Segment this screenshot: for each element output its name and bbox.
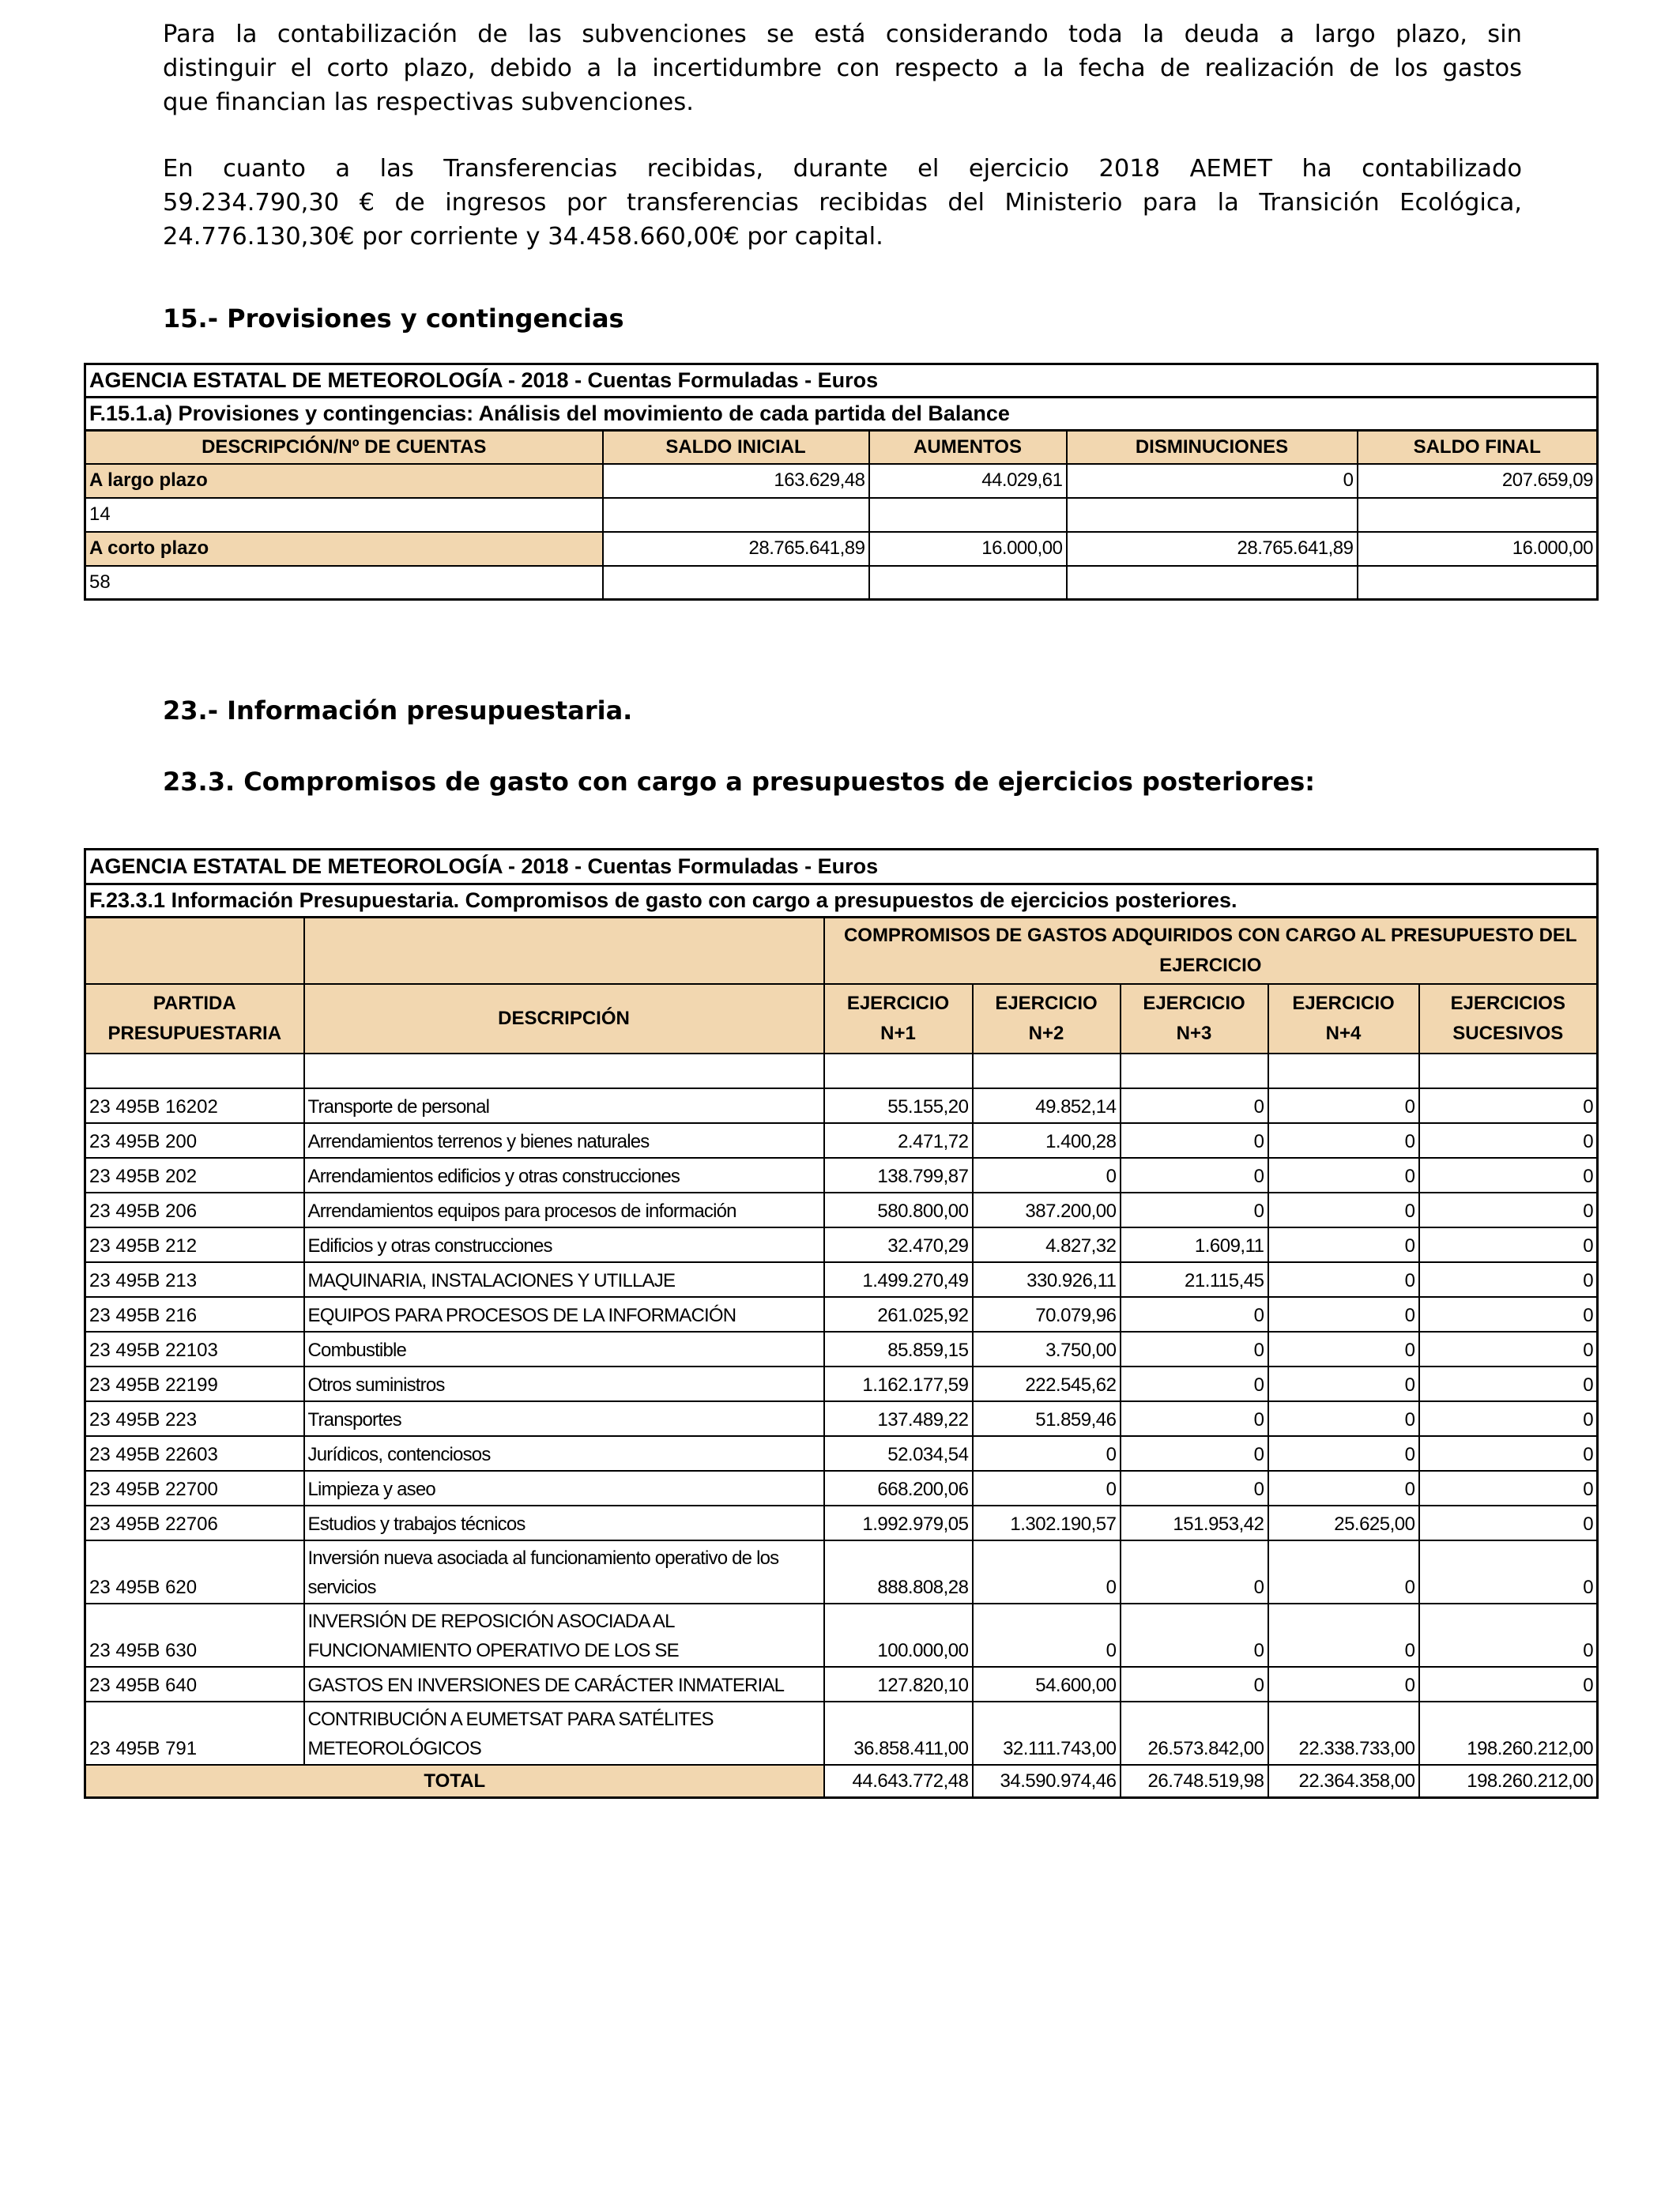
cell-value: 0 <box>1268 1332 1419 1367</box>
partida-cell: 23 495B 206 <box>85 1193 304 1227</box>
cell-value: 0 <box>1121 1088 1268 1123</box>
group-header-line: COMPROMISOS DE GASTOS ADQUIRIDOS CON CARGO AL PRESUPUESTO DEL <box>843 924 1577 946</box>
descripcion-cell <box>304 1471 824 1506</box>
descripcion-cell <box>304 1227 824 1262</box>
col-header-year <box>1419 984 1598 1054</box>
total-value: 26.748.519,98 <box>1121 1765 1268 1798</box>
table-row <box>85 1367 1598 1401</box>
table-row <box>85 1332 1598 1367</box>
cell-value: 85.859,15 <box>824 1332 973 1367</box>
descripcion-cell <box>304 1262 824 1297</box>
header-line: EJERCICIO <box>1143 992 1245 1014</box>
cell-value: 1.400,28 <box>973 1123 1121 1158</box>
empty-cell <box>1419 1054 1598 1088</box>
cell-value: 0 <box>1419 1436 1598 1471</box>
cell-value: 0 <box>1419 1367 1598 1401</box>
cell-value: 888.808,28 <box>824 1540 973 1604</box>
cell-value: 0 <box>1121 1193 1268 1227</box>
partida-cell: 23 495B 630 <box>85 1604 304 1667</box>
table-row <box>85 532 1598 566</box>
paragraph-subvenciones <box>163 17 1522 119</box>
cell-value: 668.200,06 <box>824 1471 973 1506</box>
paragraph-line: que financian las respectivas subvenciones. <box>163 89 694 116</box>
header-blank <box>85 918 304 984</box>
descripcion-cell <box>304 1702 824 1765</box>
cell-value: 0 <box>1419 1227 1598 1262</box>
col-header: SALDO INICIAL <box>603 431 869 464</box>
cell-value: 49.852,14 <box>973 1088 1121 1123</box>
cell-value: 1.609,11 <box>1121 1227 1268 1262</box>
cell-value: 52.034,54 <box>824 1436 973 1471</box>
empty-cell <box>1121 1054 1268 1088</box>
empty-cell <box>973 1054 1121 1088</box>
empty-cell <box>824 1054 973 1088</box>
partida-cell: 23 495B 16202 <box>85 1088 304 1123</box>
cell-value: 0 <box>1419 1158 1598 1193</box>
cell-value: 0 <box>1121 1540 1268 1604</box>
cell-value: 32.470,29 <box>824 1227 973 1262</box>
descripcion-line: METEOROLÓGICOS <box>307 1738 481 1760</box>
table-row <box>85 498 1598 532</box>
paragraph-line: 59.234.790,30 € de ingresos por transferencias recibidas del Ministerio para la Transición Ecológica, <box>163 189 1522 217</box>
total-value: 22.364.358,00 <box>1268 1765 1419 1798</box>
paragraph-line: Para la contabilización de las subvenciones se está considerando toda la deuda a largo plazo, sin <box>163 21 1522 48</box>
table-row <box>85 566 1598 600</box>
cell-value: 0 <box>1268 1088 1419 1123</box>
cell-value: 21.115,45 <box>1121 1262 1268 1297</box>
col-header: DISMINUCIONES <box>1067 431 1358 464</box>
cell-value <box>603 566 869 600</box>
compromisos-table <box>84 848 1599 1799</box>
descripcion-line: EQUIPOS PARA PROCESOS DE LA INFORMACIÓN <box>307 1305 736 1327</box>
compromisos-body <box>85 1088 1598 1765</box>
cell-value: 0 <box>1121 1471 1268 1506</box>
descripcion-line: Inversión nueva asociada al funcionamiento operativo de los <box>307 1547 779 1570</box>
cell-value <box>869 566 1067 600</box>
cell-value: 36.858.411,00 <box>824 1702 973 1765</box>
cell-value <box>1358 498 1598 532</box>
header-blank <box>304 918 824 984</box>
table-row <box>85 1123 1598 1158</box>
cell-value: 207.659,09 <box>1358 464 1598 498</box>
partida-cell: 23 495B 22199 <box>85 1367 304 1401</box>
cell-value: 0 <box>1419 1506 1598 1540</box>
cell-value: 1.162.177,59 <box>824 1367 973 1401</box>
descripcion-line: Otros suministros <box>307 1374 445 1397</box>
row-label: 14 <box>85 498 603 532</box>
cell-value: 127.820,10 <box>824 1667 973 1702</box>
descripcion-line: CONTRIBUCIÓN A EUMETSAT PARA SATÉLITES <box>307 1709 714 1731</box>
cell-value: 0 <box>1121 1436 1268 1471</box>
cell-value: 0 <box>1121 1367 1268 1401</box>
cell-value: 0 <box>1121 1667 1268 1702</box>
table-row <box>85 1401 1598 1436</box>
cell-value: 4.827,32 <box>973 1227 1121 1262</box>
total-value: 44.643.772,48 <box>824 1765 973 1798</box>
descripcion-cell <box>304 1158 824 1193</box>
descripcion-cell <box>304 1088 824 1123</box>
descripcion-cell <box>304 1506 824 1540</box>
table-row <box>85 1702 1598 1765</box>
table-title: AGENCIA ESTATAL DE METEOROLOGÍA - 2018 - Cuentas Formuladas - Euros <box>85 364 1598 398</box>
cell-value: 0 <box>1268 1667 1419 1702</box>
col-header: SALDO FINAL <box>1358 431 1598 464</box>
table-row <box>85 1506 1598 1540</box>
header-line: EJERCICIO <box>995 992 1098 1014</box>
descripcion-cell <box>304 1401 824 1436</box>
cell-value: 0 <box>973 1471 1121 1506</box>
descripcion-cell <box>304 1540 824 1604</box>
table-row <box>85 1471 1598 1506</box>
cell-value <box>1067 498 1358 532</box>
cell-value: 1.992.979,05 <box>824 1506 973 1540</box>
cell-value: 0 <box>1419 1604 1598 1667</box>
cell-value: 0 <box>1268 1540 1419 1604</box>
header-line: EJERCICIO <box>846 992 950 1014</box>
cell-value: 0 <box>1419 1123 1598 1158</box>
col-header-partida <box>85 984 304 1054</box>
table-row <box>85 1667 1598 1702</box>
header-line: N+3 <box>1176 1022 1212 1044</box>
col-header-descripcion: DESCRIPCIÓN <box>304 984 824 1054</box>
descripcion-line: Combustible <box>307 1340 407 1362</box>
cell-value: 0 <box>973 1158 1121 1193</box>
descripcion-line: Arrendamientos terrenos y bienes naturales <box>307 1131 650 1153</box>
paragraph-line: 24.776.130,30€ por corriente y 34.458.660,00€ por capital. <box>163 223 883 251</box>
spacer-row <box>85 1054 1598 1088</box>
partida-cell: 23 495B 620 <box>85 1540 304 1604</box>
table-row <box>85 1158 1598 1193</box>
header-line: SUCESIVOS <box>1452 1022 1564 1044</box>
col-header: DESCRIPCIÓN/Nº DE CUENTAS <box>85 431 603 464</box>
descripcion-line: Jurídicos, contenciosos <box>307 1444 491 1466</box>
cell-value: 28.765.641,89 <box>603 532 869 566</box>
partida-cell: 23 495B 22706 <box>85 1506 304 1540</box>
cell-value: 0 <box>1067 464 1358 498</box>
col-header-year <box>1268 984 1419 1054</box>
col-header-year <box>824 984 973 1054</box>
descripcion-cell <box>304 1436 824 1471</box>
table-row <box>85 1604 1598 1667</box>
row-label: A largo plazo <box>85 464 603 498</box>
cell-value: 2.471,72 <box>824 1123 973 1158</box>
cell-value: 151.953,42 <box>1121 1506 1268 1540</box>
cell-value: 0 <box>1121 1332 1268 1367</box>
provisiones-table <box>84 363 1599 601</box>
total-row <box>85 1765 1598 1798</box>
cell-value: 0 <box>1121 1158 1268 1193</box>
header-line: EJERCICIO <box>1292 992 1395 1014</box>
section-23-3-heading: 23.3. Compromisos de gasto con cargo a presupuestos de ejercicios posteriores: <box>163 767 1316 797</box>
cell-value: 580.800,00 <box>824 1193 973 1227</box>
cell-value: 25.625,00 <box>1268 1506 1419 1540</box>
col-header-year <box>973 984 1121 1054</box>
cell-value: 28.765.641,89 <box>1067 532 1358 566</box>
cell-value: 0 <box>1268 1123 1419 1158</box>
cell-value: 163.629,48 <box>603 464 869 498</box>
cell-value: 0 <box>1121 1604 1268 1667</box>
cell-value: 0 <box>1268 1297 1419 1332</box>
cell-value: 1.499.270,49 <box>824 1262 973 1297</box>
group-header <box>824 918 1598 984</box>
cell-value: 330.926,11 <box>973 1262 1121 1297</box>
table-row <box>85 1540 1598 1604</box>
table-row <box>85 1262 1598 1297</box>
cell-value: 387.200,00 <box>973 1193 1121 1227</box>
cell-value: 55.155,20 <box>824 1088 973 1123</box>
table-row <box>85 464 1598 498</box>
header-line: N+4 <box>1325 1022 1362 1044</box>
cell-value: 222.545,62 <box>973 1367 1121 1401</box>
cell-value: 0 <box>1419 1667 1598 1702</box>
col-header-year <box>1121 984 1268 1054</box>
partida-cell: 23 495B 200 <box>85 1123 304 1158</box>
descripcion-line: servicios <box>307 1577 376 1599</box>
paragraph-line: distinguir el corto plazo, debido a la incertidumbre con respecto a la fecha de realización de los gastos <box>163 55 1522 82</box>
descripcion-cell <box>304 1332 824 1367</box>
descripcion-line: Transporte de personal <box>307 1096 490 1118</box>
total-value: 198.260.212,00 <box>1419 1765 1598 1798</box>
group-header-line: EJERCICIO <box>1159 954 1262 976</box>
table-subtitle: F.15.1.a) Provisiones y contingencias: Análisis del movimiento de cada partida del Balance <box>85 398 1598 431</box>
descripcion-cell <box>304 1667 824 1702</box>
cell-value: 0 <box>1268 1471 1419 1506</box>
empty-cell <box>85 1054 304 1088</box>
cell-value: 0 <box>973 1540 1121 1604</box>
descripcion-line: Arrendamientos edificios y otras construcciones <box>307 1166 680 1188</box>
cell-value: 0 <box>1419 1297 1598 1332</box>
cell-value: 16.000,00 <box>1358 532 1598 566</box>
cell-value: 198.260.212,00 <box>1419 1702 1598 1765</box>
partida-cell: 23 495B 22103 <box>85 1332 304 1367</box>
table-row <box>85 1088 1598 1123</box>
cell-value: 138.799,87 <box>824 1158 973 1193</box>
descripcion-cell <box>304 1604 824 1667</box>
table-row <box>85 1436 1598 1471</box>
cell-value: 0 <box>1121 1297 1268 1332</box>
descripcion-line: Limpieza y aseo <box>307 1479 435 1501</box>
cell-value: 70.079,96 <box>973 1297 1121 1332</box>
row-label: A corto plazo <box>85 532 603 566</box>
cell-value: 0 <box>1419 1193 1598 1227</box>
table-row <box>85 1297 1598 1332</box>
cell-value: 0 <box>1419 1401 1598 1436</box>
header-line: N+1 <box>880 1022 916 1044</box>
cell-value: 261.025,92 <box>824 1297 973 1332</box>
descripcion-cell <box>304 1193 824 1227</box>
cell-value: 54.600,00 <box>973 1667 1121 1702</box>
cell-value: 0 <box>1419 1262 1598 1297</box>
descripcion-line: Transportes <box>307 1409 401 1431</box>
descripcion-line: INVERSIÓN DE REPOSICIÓN ASOCIADA AL <box>307 1611 675 1633</box>
cell-value: 0 <box>1268 1262 1419 1297</box>
partida-cell: 23 495B 22603 <box>85 1436 304 1471</box>
cell-value: 0 <box>1268 1401 1419 1436</box>
header-line: PRESUPUESTARIA <box>107 1022 282 1044</box>
table-subtitle: F.23.3.1 Información Presupuestaria. Compromisos de gasto con cargo a presupuestos de ejercicios posteriores. <box>85 884 1598 918</box>
cell-value: 22.338.733,00 <box>1268 1702 1419 1765</box>
row-label: 58 <box>85 566 603 600</box>
cell-value: 1.302.190,57 <box>973 1506 1121 1540</box>
cell-value <box>869 498 1067 532</box>
header-line: N+2 <box>1028 1022 1064 1044</box>
cell-value: 100.000,00 <box>824 1604 973 1667</box>
cell-value: 0 <box>1419 1540 1598 1604</box>
partida-cell: 23 495B 213 <box>85 1262 304 1297</box>
header-line: PARTIDA <box>153 992 236 1014</box>
cell-value: 51.859,46 <box>973 1401 1121 1436</box>
partida-cell: 23 495B 791 <box>85 1702 304 1765</box>
paragraph-transferencias <box>163 152 1522 254</box>
section-15-heading: 15.- Provisiones y contingencias <box>163 303 624 334</box>
cell-value: 0 <box>1121 1123 1268 1158</box>
cell-value: 32.111.743,00 <box>973 1702 1121 1765</box>
partida-cell: 23 495B 640 <box>85 1667 304 1702</box>
cell-value: 0 <box>1268 1227 1419 1262</box>
cell-value: 0 <box>1268 1604 1419 1667</box>
cell-value: 16.000,00 <box>869 532 1067 566</box>
cell-value: 0 <box>973 1436 1121 1471</box>
cell-value <box>1358 566 1598 600</box>
total-label: TOTAL <box>85 1765 824 1798</box>
descripcion-line: FUNCIONAMIENTO OPERATIVO DE LOS SE <box>307 1640 679 1662</box>
partida-cell: 23 495B 202 <box>85 1158 304 1193</box>
cell-value: 0 <box>1268 1436 1419 1471</box>
descripcion-cell <box>304 1297 824 1332</box>
col-header: AUMENTOS <box>869 431 1067 464</box>
cell-value: 0 <box>1268 1367 1419 1401</box>
cell-value: 0 <box>1268 1193 1419 1227</box>
header-line: EJERCICIOS <box>1450 992 1565 1014</box>
descripcion-cell <box>304 1123 824 1158</box>
cell-value: 137.489,22 <box>824 1401 973 1436</box>
cell-value: 0 <box>973 1604 1121 1667</box>
total-value: 34.590.974,46 <box>973 1765 1121 1798</box>
paragraph-line: En cuanto a las Transferencias recibidas, durante el ejercicio 2018 AEMET ha contabilizado <box>163 155 1522 183</box>
partida-cell: 23 495B 212 <box>85 1227 304 1262</box>
cell-value <box>603 498 869 532</box>
descripcion-cell <box>304 1367 824 1401</box>
section-23-heading: 23.- Información presupuestaria. <box>163 696 633 726</box>
descripcion-line: MAQUINARIA, INSTALACIONES Y UTILLAJE <box>307 1270 676 1292</box>
cell-value: 0 <box>1419 1088 1598 1123</box>
cell-value: 0 <box>1121 1401 1268 1436</box>
cell-value <box>1067 566 1358 600</box>
empty-cell <box>304 1054 824 1088</box>
partida-cell: 23 495B 22700 <box>85 1471 304 1506</box>
cell-value: 3.750,00 <box>973 1332 1121 1367</box>
descripcion-line: Edificios y otras construcciones <box>307 1235 552 1257</box>
descripcion-line: Arrendamientos equipos para procesos de información <box>307 1201 736 1223</box>
cell-value: 26.573.842,00 <box>1121 1702 1268 1765</box>
cell-value: 0 <box>1268 1158 1419 1193</box>
cell-value: 44.029,61 <box>869 464 1067 498</box>
descripcion-line: GASTOS EN INVERSIONES DE CARÁCTER INMATERIAL <box>307 1675 785 1697</box>
table-row <box>85 1193 1598 1227</box>
empty-cell <box>1268 1054 1419 1088</box>
cell-value: 0 <box>1419 1332 1598 1367</box>
cell-value: 0 <box>1419 1471 1598 1506</box>
table-row <box>85 1227 1598 1262</box>
table-title: AGENCIA ESTATAL DE METEOROLOGÍA - 2018 - Cuentas Formuladas - Euros <box>85 850 1598 884</box>
descripcion-line: Estudios y trabajos técnicos <box>307 1514 525 1536</box>
partida-cell: 23 495B 216 <box>85 1297 304 1332</box>
partida-cell: 23 495B 223 <box>85 1401 304 1436</box>
